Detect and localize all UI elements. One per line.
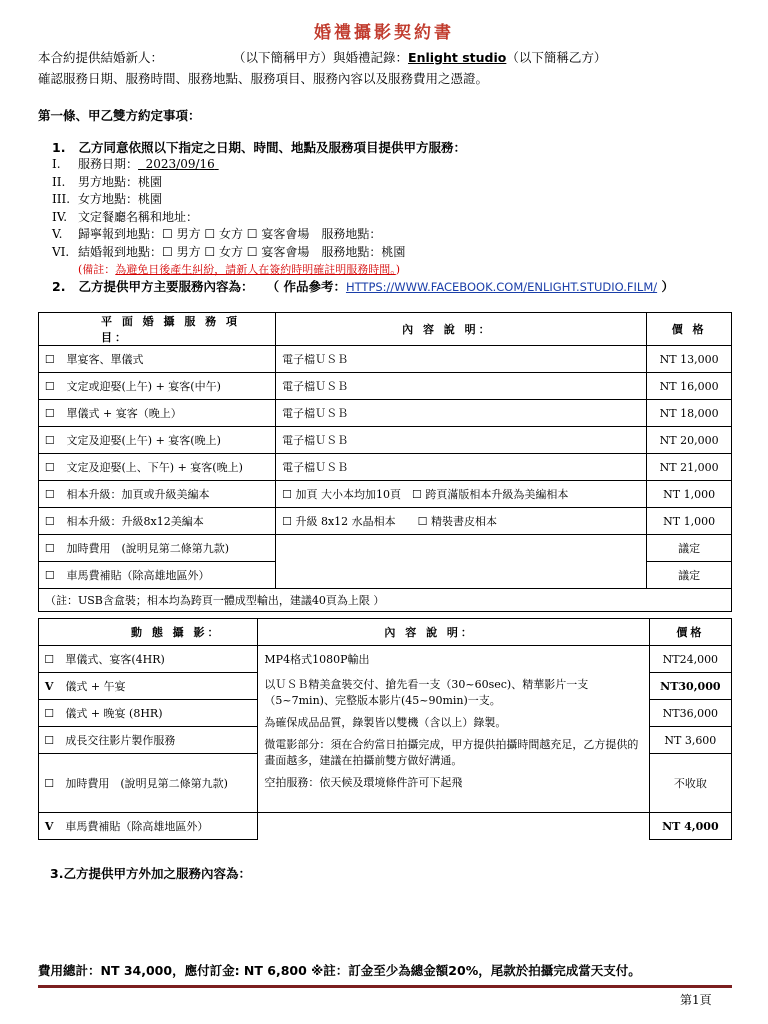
table-row: ☐ 文定及迎娶(上、下午) + 宴客(晚上) 電子檔ＵＳＢ NT 21,000	[39, 454, 732, 481]
table-row: ☐ 單儀式 + 宴客（晚上） 電子檔ＵＳＢ NT 18,000	[39, 400, 732, 427]
fee-total: 費用總計：NT 34,000，應付訂金: NT 6,800 ※註：訂金至少為總金額20%，尾款於拍攝完成當天支付。	[38, 963, 641, 978]
table-row: ☐ 單儀式、宴客(4HR) MP4格式1080P輸出 NT24,000	[39, 646, 732, 673]
footer-rule	[38, 985, 732, 988]
section-3-heading: 3.乙方提供甲方外加之服務內容為：	[50, 866, 251, 881]
intro-line-2: 確認服務日期、服務時間、服務地點、服務項目、服務內容以及服務費用之憑證。	[38, 71, 489, 86]
article-1-heading: 第一條、甲乙雙方約定事項：	[38, 108, 201, 123]
table-row: ☐ 相本升級：升級8x12美編本 ☐ 升級 8x12 水晶相本 ☐ 精裝書皮相本 NT 1,000	[39, 508, 732, 535]
table-row: ☐ 文定及迎娶(上午) + 宴客(晚上) 電子檔ＵＳＢ NT 20,000	[39, 427, 732, 454]
checkbox[interactable]: ☐	[39, 400, 61, 427]
table-row: ☐ 相本升級：加頁或升級美編本 ☐ 加頁 大小本均加10頁 ☐ 跨頁滿版相本升級為美編相本 NT 1,000	[39, 481, 732, 508]
service-date: 2023/09/16	[145, 157, 215, 171]
checkbox[interactable]: ☐	[39, 373, 61, 400]
intro-prefix: 本合約提供結婚新人：	[38, 50, 164, 65]
checkbox[interactable]: ☐	[39, 535, 61, 562]
service-detail-list	[52, 156, 405, 279]
photo-table-header: 平 面 婚 攝 服 務 項 目： 內 容 說 明： 價 格	[39, 313, 732, 346]
detail-row: III. 女方地點：桃園	[52, 192, 163, 206]
table-row: ☐ 車馬費補貼（除高雄地區外） 議定	[39, 562, 732, 589]
table-row: ☐ 加時費用 (說明見第二條第九款) 議定	[39, 535, 732, 562]
table-row: ☐ 儀式 + 晚宴 (8HR) NT36,000	[39, 700, 732, 727]
table-note-row: （註：USB含盒裝；相本均為跨頁一體成型輸出，建議40頁為上限 ）	[39, 589, 732, 612]
table-row: V 儀式 + 午宴 以ＵＳＢ精美盒裝交付、搶先看一支（30~60sec)、精華影片一支（5~7min)、完整版本影片(45~90min)一支。 為確保成品品質，錄製皆以雙機（含以上）錄製。 微電影部分：須在合約當日拍攝完成，甲方提供拍攝時間越充足，乙方提供的畫面越多，建議在拍攝前雙方做好溝通。 空拍服務：依天候及環境條件許可下起飛 NT30,000	[39, 673, 732, 700]
checkbox[interactable]: ☐	[39, 646, 60, 673]
table-row: V 車馬費補貼（除高雄地區外） NT 4,000	[39, 813, 732, 840]
note-red: (備註：為避免日後產生糾紛，請新人在簽約時明確註明服務時間。)	[78, 263, 401, 276]
checkbox[interactable]: ☐	[39, 562, 61, 589]
contract-title: 婚禮攝影契約書	[314, 23, 454, 43]
checkbox[interactable]: ☐	[39, 481, 61, 508]
video-description: 以ＵＳＢ精美盒裝交付、搶先看一支（30~60sec)、精華影片一支（5~7min)、完整版本影片(45~90min)一支。 為確保成品品質，錄製皆以雙機（含以上）錄製。 微電影部分：須在合約當日拍攝完成，甲方提供拍攝時間越充足，乙方提供的畫面越多，建議在拍攝前雙方做好溝通。 空拍服務：依天候及環境條件許可下起飛	[258, 673, 649, 813]
checkbox[interactable]: V	[39, 673, 60, 700]
intro-suffix: （以下簡稱乙方）	[506, 50, 607, 65]
detail-row: II. 男方地點：桃園	[52, 174, 163, 189]
intro-line-1	[38, 48, 606, 66]
section-2-heading: 2. 乙方提供甲方主要服務內容為： （ 作品參考：HTTPS://WWW.FACEBOOK.COM/ENLIGHT.STUDIO.FILM/ ）	[52, 279, 674, 294]
checkbox[interactable]: ☐	[39, 727, 60, 754]
page-number: 第1頁	[680, 993, 712, 1007]
detail-row: V. 歸寧報到地點：☐ 男方 ☐ 女方 ☐ 宴客會場 服務地點：	[52, 227, 382, 241]
checkbox[interactable]: V	[39, 813, 60, 840]
checkbox[interactable]: ☐	[39, 454, 61, 481]
table-row: ☐ 加時費用 (說明見第二條第九款) 不收取	[39, 754, 732, 813]
checkbox[interactable]: ☐	[39, 346, 61, 373]
table-row: ☐ 單宴客、單儀式 電子檔ＵＳＢ NT 13,000	[39, 346, 732, 373]
section-1-heading	[52, 138, 466, 156]
section-1-num: 1.	[52, 140, 66, 155]
table-row: ☐ 文定或迎娶(上午) + 宴客(中午) 電子檔ＵＳＢ NT 16,000	[39, 373, 732, 400]
studio-name: Enlight studio	[408, 50, 507, 65]
section-1-text: 乙方同意依照以下指定之日期、時間、地點及服務項目提供甲方服務：	[78, 140, 467, 155]
detail-row: I. 服務日期： 2023/09/16	[52, 157, 215, 171]
checkbox[interactable]: ☐	[39, 754, 60, 813]
checkbox[interactable]: ☐	[39, 427, 61, 454]
checkbox[interactable]: ☐	[39, 508, 61, 535]
detail-row: IV. 文定餐廳名稱和地址：	[52, 209, 199, 224]
portfolio-link[interactable]: HTTPS://WWW.FACEBOOK.COM/ENLIGHT.STUDIO.FILM/	[345, 280, 658, 294]
detail-row: VI. 結婚報到地點：☐ 男方 ☐ 女方 ☐ 宴客會場 服務地點：桃園	[52, 244, 406, 259]
video-services-table	[38, 618, 732, 840]
checkbox[interactable]: ☐	[39, 700, 60, 727]
video-table-header: 動 態 攝 影： 內 容 說 明： 價格	[39, 619, 732, 646]
intro-mid: （以下簡稱甲方）與婚禮記錄：	[233, 50, 409, 65]
table-row: ☐ 成長交往影片製作服務 NT 3,600	[39, 727, 732, 754]
photo-services-table	[38, 312, 732, 612]
